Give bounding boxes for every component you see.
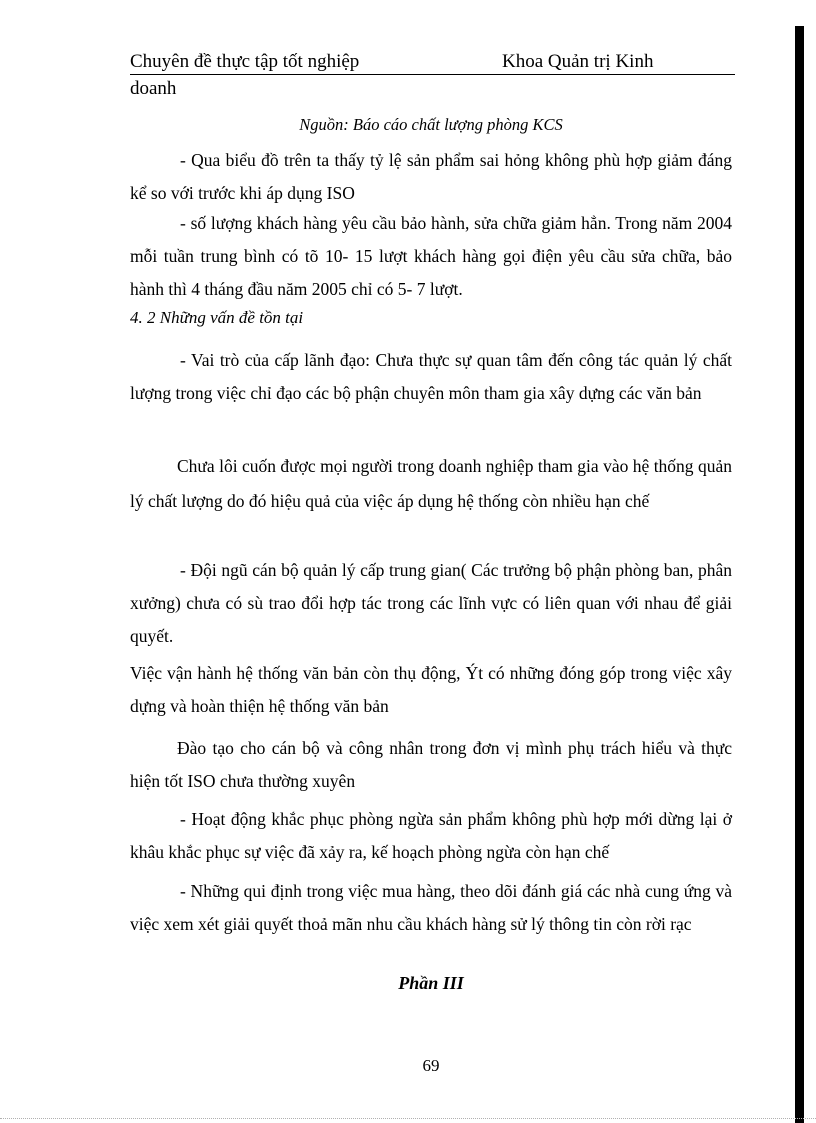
header-document-title: Chuyên đề thực tập tốt nghiệp: [130, 51, 360, 72]
header-faculty: Khoa Quản trị Kinh: [502, 51, 654, 72]
figure-source-note: Nguồn: Báo cáo chất lượng phòng KCS: [299, 115, 563, 134]
part-title: Phần III: [398, 973, 464, 993]
paragraph-training: Đào tạo cho cán bộ và công nhân trong đơn vị mình phụ trách hiểu và thực hiện tốt ISO chưa thường xuyên: [130, 738, 732, 791]
section-heading-issues: 4. 2 Những vấn đề tồn tại: [130, 308, 304, 327]
paragraph-procurement: - Những qui định trong việc mua hàng, theo dõi đánh giá các nhà cung ứng và việc xem xét giải quyết thoả mãn nhu cầu khách hàng sử lý thông tin còn rời rạc: [130, 881, 732, 934]
page-header: [130, 50, 735, 99]
page-border-shadow: [795, 26, 804, 1123]
paragraph-engagement: Chưa lôi cuốn được mọi người trong doanh nghiệp tham gia vào hệ thống quản lý chất lượng do đó hiệu quả của việc áp dụng hệ thống còn nhiều hạn chế: [130, 456, 732, 511]
header-rule: [130, 50, 735, 75]
paragraph-document-operation: Việc vận hành hệ thống văn bản còn thụ động, Ýt có những đóng góp trong việc xây dựng và hoàn thiện hệ thống văn bản: [130, 663, 732, 716]
paragraph-defect-rate: - Qua biểu đồ trên ta thấy tỷ lệ sản phẩm sai hỏng không phù hợp giảm đáng kể so với trước khi áp dụng ISO: [130, 150, 732, 203]
paragraph-middle-management: - Đội ngũ cán bộ quản lý cấp trung gian( Các trưởng bộ phận phòng ban, phân xưởng) chưa có sù trao đổi hợp tác trong các lĩnh vực có liên quan với nhau để giải quyết.: [130, 560, 732, 646]
page-number: 69: [422, 1056, 440, 1075]
page-bottom-edge: [0, 1118, 816, 1119]
header-faculty-continued: doanh: [130, 78, 177, 99]
paragraph-corrective-action: - Hoạt động khắc phục phòng ngừa sản phẩm không phù hợp mới dừng lại ở khâu khắc phục sự việc đã xảy ra, kế hoạch phòng ngừa còn hạn chế: [130, 809, 732, 862]
paragraph-warranty-requests: - số lượng khách hàng yêu cầu bảo hành, sửa chữa giảm hẳn. Trong năm 2004 mỗi tuần trung bình có tõ 10- 15 lượt khách hàng gọi điện yêu cầu sửa chữa, bảo hành thì 4 tháng đầu năm 2005 chỉ có 5- 7 lượt.: [130, 213, 732, 299]
paragraph-leadership-role: - Vai trò của cấp lãnh đạo: Chưa thực sự quan tâm đến công tác quản lý chất lượng trong việc chỉ đạo các bộ phận chuyên môn tham gia xây dựng các văn bản: [130, 350, 732, 403]
